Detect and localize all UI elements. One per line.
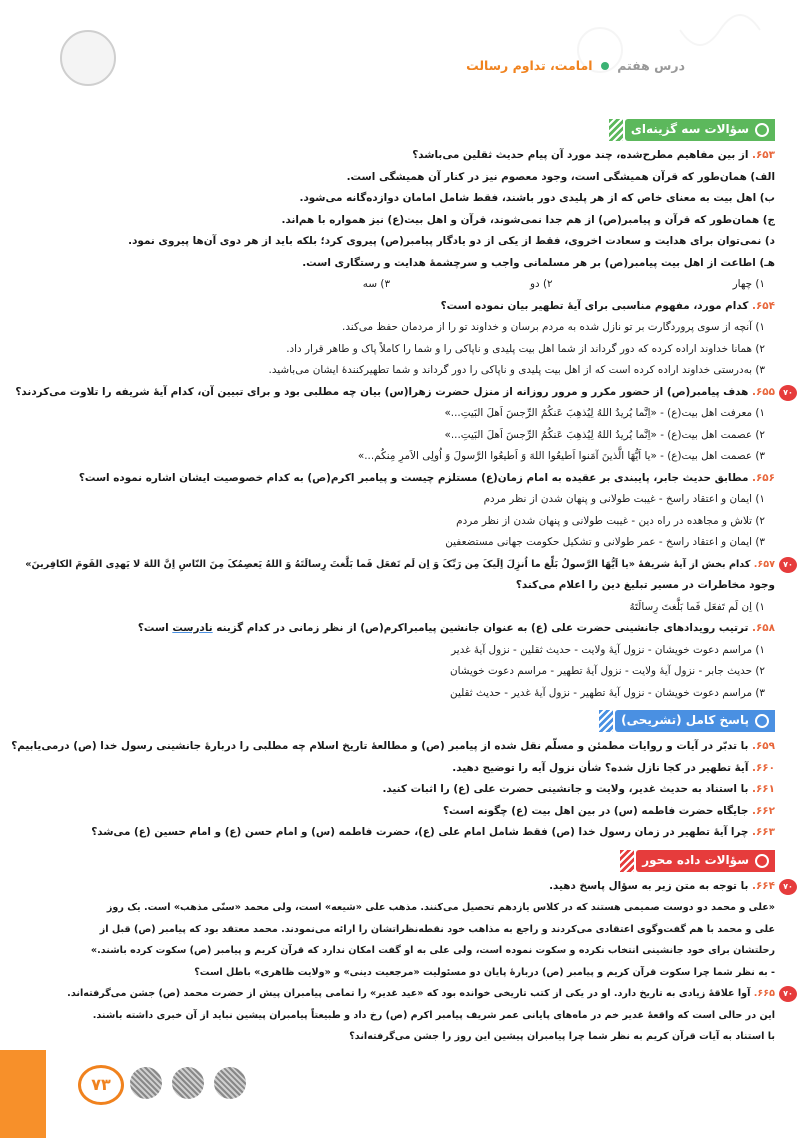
page-number: ۷۳ xyxy=(78,1065,124,1105)
question-text: آیهٔ تطهیر در کجا نازل شده؟ شأن نزول آیه را توضیح دهید. xyxy=(452,761,749,774)
star-badge-icon: ۷۰ xyxy=(779,986,797,1002)
essay-question xyxy=(30,801,775,823)
question-text: از بین مفاهیم مطرح‌شده، چند مورد آن پیام حدیث ثقلین می‌باشد؟ xyxy=(412,149,749,161)
question-number: ۶۶۰. xyxy=(752,761,775,774)
question-665 xyxy=(30,983,793,1005)
question-654 xyxy=(30,296,775,318)
option[interactable]: ۱) ایمان و اعتقاد راسخ - غیبت طولانی و پنهان شدن از نظر مردم xyxy=(483,493,765,505)
page-header xyxy=(130,58,685,80)
option[interactable]: ۲) همانا خداوند اراده کرده که دور گرداند از شما اهل بیت پلیدی و ناپاکی را و شما را کاملاً پاک و طاهر قرار داد. xyxy=(286,342,765,355)
question-text: با تدبّر در آیات و روایات مطمئن و مسلّم نقل شده از پیامبر (ص) و مطالعهٔ تاریخ اسلام چه مطلبی را دربارهٔ جانشینی رسول خدا (ص) درمی‌یابیم؟ xyxy=(11,740,749,752)
question-text: چرا آیهٔ تطهیر در زمان رسول خدا (ص) فقط شامل امام علی (ع)، حضرت فاطمه (س) و امام حسن (ع) و امام حسین (ع) می‌شد؟ xyxy=(91,826,749,838)
lesson-label: درس هفتم xyxy=(617,58,685,73)
section-title: سؤالات سه گزینه‌ای xyxy=(630,122,749,137)
passage-line: رحلتشان برای خود جانشینی انتخاب نکرده و سکوت نموده است، ولی علی به او گفت امکان ندارد که قرآن کریم و پیامبر (ص) سکوت کرده باشند.» xyxy=(90,945,775,956)
publisher-logo xyxy=(60,30,116,86)
question-text: آوا علاقهٔ زیادی به تاریخ دارد. او در یکی از کتب تاریخی خوانده بود که «عید غدیر» را تمامی پیامبران پیش از حضرت محمد (ص) جشن می‌گرفته‌اند. xyxy=(67,988,751,999)
star-badge-icon: ۷۰ xyxy=(779,385,797,401)
question-text: کدام بخش از آیهٔ شریفهٔ «یا اَیُّهَا الرَّسولُ بَلِّغ ما اُنزِلَ اِلَیکَ مِن رَبِّکَ وَ اِن لَم تَفعَل فَما بَلَّغتَ رِسالَتَهُ وَ اللهُ یَعصِمُکَ مِنَ النّاسِ اِنَّ اللهَ لا یَهدِی القَومَ الکافِرینَ» xyxy=(25,558,751,570)
question-text: جایگاه حضرت فاطمه (س) در بین اهل بیت (ع) چگونه است؟ xyxy=(442,804,749,817)
option[interactable]: ۳) مراسم دعوت خویشان - نزول آیهٔ تطهیر - نزول آیهٔ غدیر - حدیث ثقلین xyxy=(450,686,765,699)
question-655 xyxy=(15,382,793,404)
passage-line: - به نظر شما چرا سکوت قرآن کریم و پیامبر (ص) دربارهٔ پایان دو مسئولیت «مرجعیت دینی» و «ولایت ظاهری» باطل است؟ xyxy=(194,966,775,978)
section-badge xyxy=(636,850,775,872)
section-essay xyxy=(30,710,775,732)
question-number: ۶۶۳. xyxy=(752,826,775,838)
passage-line: این در حالی است که واقعهٔ غدیر خم در ماه‌های پایانی عمر شریف پیامبر اکرم (ص) رخ داد و طبیعتاً پیامبران پیشین نباید از آن خبری داشته باشند. xyxy=(92,1009,775,1021)
question-number: ۶۵۸. xyxy=(752,622,775,634)
question-number: ۶۶۱. xyxy=(752,783,775,795)
question-656 xyxy=(30,468,775,490)
section-mcq xyxy=(30,119,775,141)
question-text: با توجه به متن زیر به سؤال پاسخ دهید. xyxy=(549,879,749,892)
decorative-circle-icon xyxy=(130,1067,162,1099)
question-text: مطابق حدیث جابر، پایبندی بر عقیده به امام زمان(ع) مستلزم چیست و پیامبر اکرم(ص) به کدام خصوصیت ایشان اشاره نموده است؟ xyxy=(78,471,749,484)
option[interactable]: ۲) تلاش و مجاهده در راه دین - غیبت طولانی و پنهان شدن از نظر مردم xyxy=(456,514,765,527)
stripes-decoration xyxy=(609,119,623,141)
option[interactable]: ۲) عصمت اهل بیت(ع) - «اِنَّما یُریدُ اللهُ لِیُذهِبَ عَنکُمُ الرِّجسَ اَهلَ البَیتِ...» xyxy=(444,428,765,441)
statement: د) نمی‌توان برای هدایت و سعادت اخروی، فقط از یکی از دو یادگار پیامبر(ص) پیروی کرد؛ بلکه باید از هر دوی آن‌ها پیروی نمود. xyxy=(128,235,775,247)
question-number: ۶۶۴. xyxy=(752,879,775,892)
option[interactable]: ۲) دو xyxy=(530,278,553,290)
question-text-end: است؟ xyxy=(137,622,173,634)
star-badge-icon: ۷۰ xyxy=(779,879,797,895)
option[interactable]: ۱) معرفت اهل بیت(ع) - «اِنَّما یُریدُ اللهُ لِیُذهِبَ عَنکُمُ الرِّجسَ اَهلَ البَیتِ...» xyxy=(444,407,765,419)
question-number: ۶۵۵. xyxy=(752,385,775,398)
options-row xyxy=(30,274,775,296)
option[interactable]: ۱) اِن لَم تَفعَل فَما بَلَّغتَ رِسالَتَهُ xyxy=(629,600,765,613)
question-number: ۶۶۵. xyxy=(753,988,775,999)
section-data xyxy=(30,850,775,872)
question-653 xyxy=(30,145,775,167)
option[interactable]: ۱) چهار xyxy=(732,278,765,290)
question-number: ۶۵۴. xyxy=(752,299,775,312)
question-number: ۶۵۳. xyxy=(752,149,775,161)
star-badge-icon: ۷۰ xyxy=(779,557,797,573)
question-text: کدام مورد، مفهوم مناسبی برای آیهٔ تطهیر بیان نموده است؟ xyxy=(440,299,749,312)
clock-icon xyxy=(755,123,769,137)
question-number: ۶۵۶. xyxy=(752,471,775,484)
option[interactable]: ۳) به‌درستی خداوند اراده کرده است که از اهل بیت پلیدی و ناپاکی را دور گرداند و شما تطهیرکنندهٔ ایشان می‌باشید. xyxy=(268,364,765,376)
essay-question xyxy=(30,822,775,844)
question-657-cont: وجود مخاطرات در مسیر تبلیغ دین را اعلام می‌کند؟ xyxy=(515,579,775,591)
clock-icon xyxy=(755,854,769,868)
statement: ب) اهل بیت به معنای خاص که از هر پلیدی دور باشند، فقط شامل امامان دوازده‌گانه می‌شود. xyxy=(299,192,775,204)
option[interactable]: ۳) ایمان و اعتقاد راسخ - عمر طولانی و تشکیل حکومت جهانی مستضعفین xyxy=(445,536,765,548)
statement: ج) همان‌طور که قرآن و پیامبر(ص) از هم جدا نمی‌شوند، قرآن و اهل بیت(ع) نیز همواره با هم‌اند. xyxy=(281,213,775,226)
option[interactable]: ۲) حدیث جابر - نزول آیهٔ ولایت - نزول آیهٔ تطهیر - مراسم دعوت خویشان xyxy=(449,665,765,677)
question-number: ۶۶۲. xyxy=(752,804,775,817)
question-number: ۶۵۹. xyxy=(752,740,775,752)
passage-line: علی و محمد با هم گفت‌وگوی اعتقادی می‌کردند و راجع به مذاهب خود نقطه‌نظراتشان را ارائه می‌نمودند. محمد معتقد بود که پیامبر (ص) قبل از xyxy=(99,923,775,935)
section-title: پاسخ کامل (تشریحی) xyxy=(621,713,749,728)
essay-question xyxy=(30,758,775,780)
decorative-circle-icon xyxy=(172,1067,204,1099)
option[interactable]: ۳) عصمت اهل بیت(ع) - «یا اَیُّهَا الَّذینَ آمَنوا اَطیعُوا اللهَ وَ اَطیعُوا الرَّسولَ وَ اُولِی الاَمرِ مِنکُم...» xyxy=(357,450,765,462)
question-text: ترتیب رویدادهای جانشینی حضرت علی (ع) به عنوان جانشین پیامبراکرم(ص) از نظر زمانی در کدام گزینه xyxy=(212,622,749,634)
passage-line: با استناد به آیات قرآن کریم به نظر شما چرا پیامبران پیشین این روز را جشن می‌گرفته‌اند؟ xyxy=(349,1031,775,1042)
section-badge xyxy=(615,710,775,732)
question-number: ۶۵۷. xyxy=(753,558,775,570)
essay-question xyxy=(30,779,775,801)
page-edge-bar xyxy=(0,1050,46,1138)
statement: الف) همان‌طور که قرآن همیشگی است، وجود معصوم نیز در کنار آن همیشگی است. xyxy=(346,170,775,183)
emphasis-word: نادرست xyxy=(172,622,213,634)
question-658 xyxy=(30,618,775,640)
section-badge xyxy=(625,119,775,141)
question-664 xyxy=(30,876,793,898)
stripes-decoration xyxy=(599,710,613,732)
option[interactable]: ۱) مراسم دعوت خویشان - نزول آیهٔ ولایت - حدیث ثقلین - نزول آیهٔ غدیر xyxy=(451,643,765,656)
stripes-decoration xyxy=(620,850,634,872)
section-title: سؤالات داده محور xyxy=(642,852,749,867)
content xyxy=(11,117,793,1048)
option[interactable]: ۳) سه xyxy=(362,278,391,290)
question-657 xyxy=(25,554,793,576)
question-text: با استناد به حدیث غدیر، ولایت و جانشینی حضرت علی (ع) را اثبات کنید. xyxy=(382,783,749,795)
essay-question xyxy=(11,736,775,758)
option[interactable]: ۱) آنچه از سوی پروردگارت بر تو نازل شده به مردم برسان و خداوند تو را از مردمان حفظ می‌کند. xyxy=(342,321,765,333)
passage-line: «علی و محمد دو دوست صمیمی هستند که در کلاس یازدهم تحصیل می‌کنند. مذهب علی «شیعه» است، ولی محمد «سنّی مذهب» است. یک روز xyxy=(106,902,775,913)
header-dot-icon xyxy=(601,62,609,70)
statement: هـ) اطاعت از اهل بیت پیامبر(ص) بر هر مسلمانی واجب و سرچشمهٔ هدایت و رستگاری است. xyxy=(302,256,775,269)
decorative-circle-icon xyxy=(214,1067,246,1099)
lesson-title: امامت، تداوم رسالت xyxy=(466,58,593,73)
clock-icon xyxy=(755,714,769,728)
question-text: هدف پیامبر(ص) از حضور مکرر و مرور روزانه از منزل حضرت زهرا(س) بیان چه مطلبی بود و برای تبیین آن، کدام آیهٔ شریفه را تلاوت می‌کردند؟ xyxy=(15,385,749,398)
